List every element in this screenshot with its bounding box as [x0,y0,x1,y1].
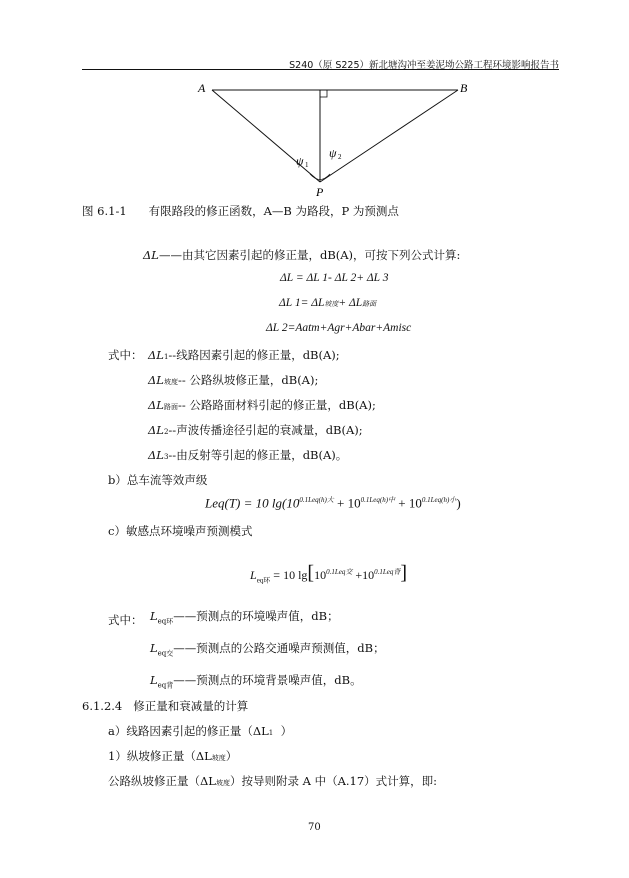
env-exp1: 0.1Leq交 [326,568,353,576]
where-item [148,397,376,413]
where-sym: ΔL [148,448,164,462]
eq2-left: ΔL 1= ΔL [279,297,325,309]
where-text: -- 公路路面材料引起的修正量，dB(A); [177,398,376,412]
where-text: --由反射等引起的修正量，dB(A)。 [168,448,348,462]
subsection-1 [108,748,237,764]
eq2-sub2: 路面 [362,300,377,308]
where-sub: 1 [163,353,169,361]
where2-sym: L [150,609,158,623]
where-item [148,422,363,438]
label-psi1-sub: 1 [305,161,309,169]
leq-exp2: 0.1Leq(h)中 [360,496,396,504]
where-sym: ΔL [148,423,164,437]
where-sub: 坡度 [163,378,178,386]
label-p: P [316,185,324,198]
last-line-text: 公路纵坡修正量（ΔL [108,774,216,788]
right-angle-mark [320,90,327,97]
label-psi2-sub: 2 [338,153,342,161]
where-text: --声波传播途径引起的衰减量，dB(A); [168,423,363,437]
where2-item [150,608,339,626]
label-psi2: ψ [329,146,337,160]
label-a: A [198,81,206,95]
leq-plus2: + 10 [395,495,422,511]
sub-a-sub: 1 [268,729,274,737]
sub-1-text: 1）纵坡修正量（ΔL [108,749,212,763]
env-ten: 10 [314,568,327,582]
where2-sub: eq交 [157,649,174,658]
last-line-sub: 坡度 [215,779,230,787]
where2-item [150,640,385,658]
where2-prefix: 式中： [108,613,143,627]
sub-a-end: ） [273,724,293,738]
equation-1: ΔL = ΔL 1- ΔL 2+ ΔL 3 [280,272,389,284]
delta-intro-line [143,247,460,263]
header-rule [82,69,559,70]
env-lhs: L [250,568,257,582]
figure-caption: 图 6.1-1 有限路段的修正函数，A—B 为路段，P 为预测点 [82,204,399,218]
equation-3: ΔL 2=Aatm+Agr+Abar+Amisc [266,322,412,334]
where-sub: 3 [163,453,169,461]
equation-env [250,562,407,585]
where-text: --线路因素引起的修正量，dB(A); [168,348,340,362]
where2-sub: eq环 [157,617,174,626]
where2-text: ——预测点的环境背景噪声值，dB。 [173,673,362,687]
equation-leq [205,495,461,511]
where2-sym: L [150,641,158,655]
section-c-heading: c）敏感点环境噪声预测模式 [108,524,253,538]
env-mid: = 10 lg [270,568,308,582]
delta-symbol: ΔL [143,248,159,262]
leq-exp1: 0.1Leq(h)大 [299,496,334,504]
label-b: B [460,81,468,95]
page-number: 70 [308,822,321,833]
where-sub: 2 [163,428,169,436]
sub-1-end: ） [225,749,238,763]
where-sym: ΔL [148,348,164,362]
body-last-line [108,773,437,789]
where-item [148,447,347,463]
label-psi1: ψ [296,154,304,168]
sub-1-sub: 坡度 [211,754,226,762]
where-prefix: 式中： [108,348,143,362]
section-b-heading: b）总车流等效声级 [108,473,208,487]
line-bp [320,90,458,182]
equation-2 [279,297,376,309]
where-sym: ΔL [148,373,164,387]
where-item [148,372,318,388]
where2-text: ——预测点的公路交通噪声预测值，dB； [173,641,385,655]
where-text: -- 公路纵坡修正量，dB(A); [177,373,319,387]
leq-end: ) [456,495,461,511]
where2-sub: eq背 [157,681,174,690]
running-header: S240（原 S225）新北塘沟冲至姜泥坳公路工程环境影响报告书 [289,60,559,71]
where2-item [150,672,362,690]
leq-exp3: 0.1Leq(h)小 [421,496,457,504]
eq2-mid: + ΔL [338,297,363,309]
env-bracket-open: [ [307,562,315,584]
env-plus: +10 [352,568,375,582]
env-lhs-sub: eq环 [256,576,271,585]
line-ap [212,90,320,182]
sub-a-text: a）线路因素引起的修正量（ΔL [108,724,269,738]
where-sub: 路面 [163,403,178,411]
leq-plus1: + 10 [333,495,361,511]
eq2-sub1: 坡度 [324,300,339,308]
where-item [148,347,340,363]
env-bracket-close: ] [400,562,408,584]
figure-6-1-1 [190,78,490,198]
leq-lhs: Leq(T) = 10 lg(10 [205,495,300,511]
section-6124-heading: 6.1.2.4 修正量和衰减量的计算 [82,699,249,713]
last-line-end: ）按导则附录 A 中（A.17）式计算，即: [229,774,438,788]
where2-text: ——预测点的环境噪声值，dB； [173,609,339,623]
where2-sym: L [150,673,158,687]
env-exp2: 0.1Leq背 [374,568,401,576]
subsection-a [108,723,292,739]
delta-intro-text: ——由其它因素引起的修正量，dB(A)，可按下列公式计算: [158,248,461,262]
where-sym: ΔL [148,398,164,412]
